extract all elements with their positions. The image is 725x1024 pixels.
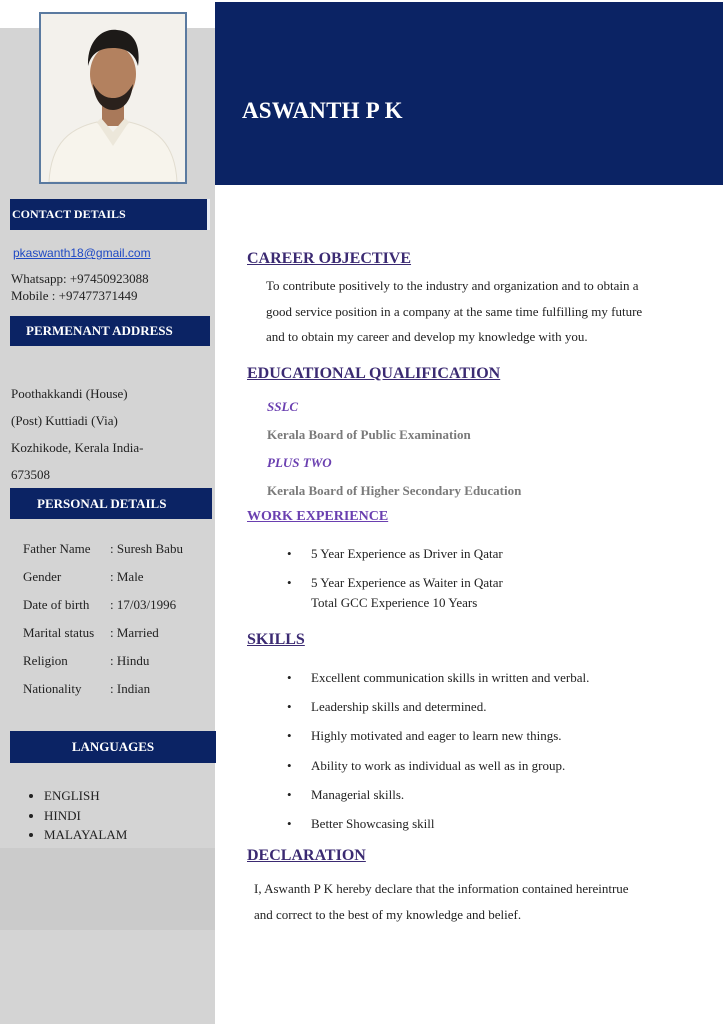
address-line-1: Poothakkandi (House) — [11, 386, 128, 401]
edu-board-plus-two: Kerala Board of Higher Secondary Education — [267, 483, 522, 498]
list-item: • Ability to work as individual as well as in group. — [287, 751, 589, 780]
address-line-2: (Post) Kuttiadi (Via) — [11, 413, 118, 428]
list-item: • 5 Year Experience as Waiter in Qatar — [287, 568, 503, 597]
personal-row-dob: Date of birth : 17/03/1996 — [23, 597, 177, 612]
total-experience: Total GCC Experience 10 Years — [311, 595, 478, 610]
list-item: • Excellent communication skills in written and verbal. — [287, 663, 589, 692]
work-experience-list — [287, 539, 503, 597]
list-item: • 5 Year Experience as Driver in Qatar — [287, 539, 503, 568]
skills-list — [287, 663, 589, 838]
list-item: • Managerial skills. — [287, 780, 589, 809]
personal-row-father: Father Name : Suresh Babu — [23, 541, 183, 556]
email-link[interactable]: pkaswanth18@gmail.com — [13, 246, 151, 260]
permanent-address-heading: PERMENANT ADDRESS — [10, 316, 210, 346]
candidate-name: ASWANTH P K — [242, 98, 403, 123]
education-heading: EDUCATIONAL QUALIFICATION — [247, 365, 501, 382]
profile-photo — [39, 12, 187, 184]
personal-row-religion: Religion : Hindu — [23, 653, 150, 668]
sidebar-lower-panel — [0, 848, 215, 930]
career-objective-heading: CAREER OBJECTIVE — [247, 250, 412, 267]
declaration-line-1: I, Aswanth P K hereby declare that the information contained hereintrue — [254, 881, 629, 896]
edu-title-sslc: SSLC — [267, 399, 299, 414]
declaration-heading: DECLARATION — [247, 847, 366, 864]
career-line-1: To contribute positively to the industry and organization and to obtain a — [266, 278, 639, 293]
career-line-3: and to obtain my career and develop my knowledge with you. — [266, 329, 588, 344]
header-band — [215, 2, 723, 185]
edu-board-sslc: Kerala Board of Public Examination — [267, 427, 471, 442]
mobile-number: Mobile : +97477371449 — [11, 288, 138, 303]
personal-row-marital: Marital status : Married — [23, 625, 159, 640]
list-item: • MALAYALAM — [44, 825, 127, 845]
list-item: • Highly motivated and eager to learn new things. — [287, 721, 589, 750]
languages-heading: LANGUAGES — [10, 731, 216, 763]
address-line-4: 673508 — [11, 467, 50, 482]
declaration-line-2: and correct to the best of my knowledge and belief. — [254, 907, 522, 922]
personal-details-heading: PERSONAL DETAILS — [10, 488, 212, 519]
whatsapp-number: Whatsapp: +97450923088 — [11, 271, 149, 286]
work-experience-heading: WORK EXPERIENCE — [247, 509, 389, 524]
list-item: • HINDI — [44, 806, 127, 826]
list-item: • Better Showcasing skill — [287, 809, 589, 838]
languages-list — [28, 786, 127, 845]
person-photo-icon — [41, 14, 185, 182]
address-line-3: Kozhikode, Kerala India- — [11, 440, 144, 455]
personal-row-gender: Gender : Male — [23, 569, 144, 584]
contact-details-heading: CONTACT DETAILS — [10, 199, 210, 230]
personal-row-nationality: Nationality : Indian — [23, 681, 151, 696]
skills-heading: SKILLS — [247, 631, 305, 648]
career-line-2: good service position in a company at the same time fulfilling my future — [266, 304, 643, 319]
list-item: • Leadership skills and determined. — [287, 692, 589, 721]
list-item: • ENGLISH — [44, 786, 127, 806]
edu-title-plus-two: PLUS TWO — [267, 455, 332, 470]
